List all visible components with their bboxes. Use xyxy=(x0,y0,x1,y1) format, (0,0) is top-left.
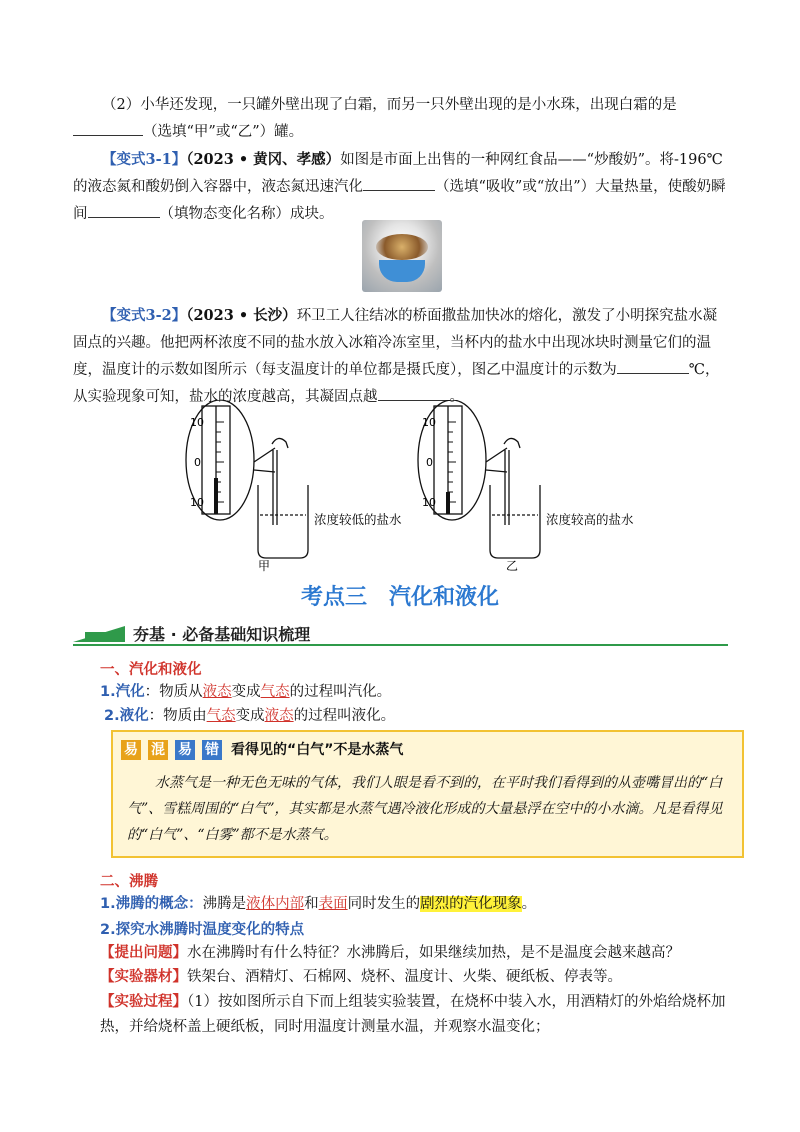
tick-label: 10 xyxy=(190,496,204,509)
heading-vaporization: 一、汽化和液化 xyxy=(100,662,202,678)
answer-blank xyxy=(378,386,450,401)
procedure: 【实验过程】（1）按如图所示自下而上组装实验装置，在烧杯中装入水，用酒精灯的外焰给烧杯加热，并给烧杯盖上硬纸板，同时用温度计测量水温，并观察水温变化； xyxy=(100,994,726,1035)
answer-blank xyxy=(617,359,689,374)
heading-boiling: 二、沸腾 xyxy=(100,874,158,890)
tag-hun: 混 xyxy=(148,740,168,760)
mercury-column-right xyxy=(446,492,450,514)
item-vaporization: 1.汽化：物质从液态变成气态的过程叫汽化。 xyxy=(100,684,392,700)
tick-label: 10 xyxy=(422,416,436,429)
variant-3-1: 【变式3-1】（2023 • 黄冈、孝感）如图是市面上出售的一种网红食品——“炒酸奶”。将-196℃的液态氮和酸奶倒入容器中，液态氮迅速汽化 （选填“吸收”或“放出”）大量热量，使酸奶瞬间 （填物态变化名称）成块。 xyxy=(73,151,726,222)
mercury-column-left xyxy=(214,478,218,514)
answer-blank xyxy=(88,203,160,218)
item-liquefaction: 2.液化：物质由气态变成液态的过程叫液化。 xyxy=(104,708,396,724)
tag-yi-2: 易 xyxy=(175,740,195,760)
tick-label: 10 xyxy=(190,416,204,429)
question-2: （2）小华还发现，一只罐外壁出现了白霜，而另一只外壁出现的是小水珠，出现白霜的是（选填“甲”或“乙”）罐。 xyxy=(73,92,728,146)
equipment: 【实验器材】铁架台、酒精灯、石棉网、烧杯、温度计、火柴、硬纸板、停表等。 xyxy=(100,969,622,985)
right-beaker-label: 浓度较高的盐水 xyxy=(546,512,634,527)
thermometer-figure xyxy=(180,400,660,575)
common-mistake-box xyxy=(111,730,744,858)
section-title: 考点三 汽化和液化 xyxy=(300,585,499,610)
answer-blank xyxy=(363,176,435,191)
box-text: 水蒸气是一种无色无味的气体，我们人眼是看不到的，在平时我们看得到的从壶嘴冒出的“白气”、雪糕周围的“白气”，其实都是水蒸气遇冷液化形成的大量悬浮在空中的小水滴。凡是看得见的“白气”、“白雾”都不是水蒸气。 xyxy=(127,775,723,843)
banner-title: 夯基 · 必备基础知识梳理 xyxy=(133,625,311,644)
box-title: 看得见的“白气”不是水蒸气 xyxy=(231,742,404,758)
tick-label: 0 xyxy=(194,456,201,469)
left-beaker-label: 浓度较低的盐水 xyxy=(314,512,402,527)
raise-question: 【提出问题】水在沸腾时有什么特征？水沸腾后，如果继续加热，是不是温度会越来越高？ xyxy=(100,945,680,961)
fried-yogurt-photo xyxy=(362,220,442,292)
right-caption: 乙 xyxy=(506,559,519,573)
answer-blank xyxy=(73,121,143,136)
boiling-explore-title: 2.探究水沸腾时温度变化的特点 xyxy=(100,922,305,938)
tag-cuo: 错 xyxy=(202,740,222,760)
boiling-concept: 1.沸腾的概念：沸腾是液体内部和表面同时发生的剧烈的汽化现象。 xyxy=(100,896,537,912)
tag-yi: 易 xyxy=(121,740,141,760)
left-caption: 甲 xyxy=(258,559,271,573)
variant-3-2: 【变式3-2】（2023 • 长沙）环卫工人往结冰的桥面撒盐加快冰的熔化，激发了小明探究盐水凝固点的兴趣。他把两杯浓度不同的盐水放入冰箱冷冻室里，当杯内的盐水中出现冰块时测量它们的温度，温度计的示数如图所示（每支温度计的单位都是摄氏度），图乙中温度计的示数为 ℃，从实验现象可知，盐水的浓度越高，其凝固点越 。 xyxy=(73,307,720,405)
tick-label: 10 xyxy=(422,496,436,509)
knowledge-banner xyxy=(73,622,728,646)
tick-label: 0 xyxy=(426,456,433,469)
